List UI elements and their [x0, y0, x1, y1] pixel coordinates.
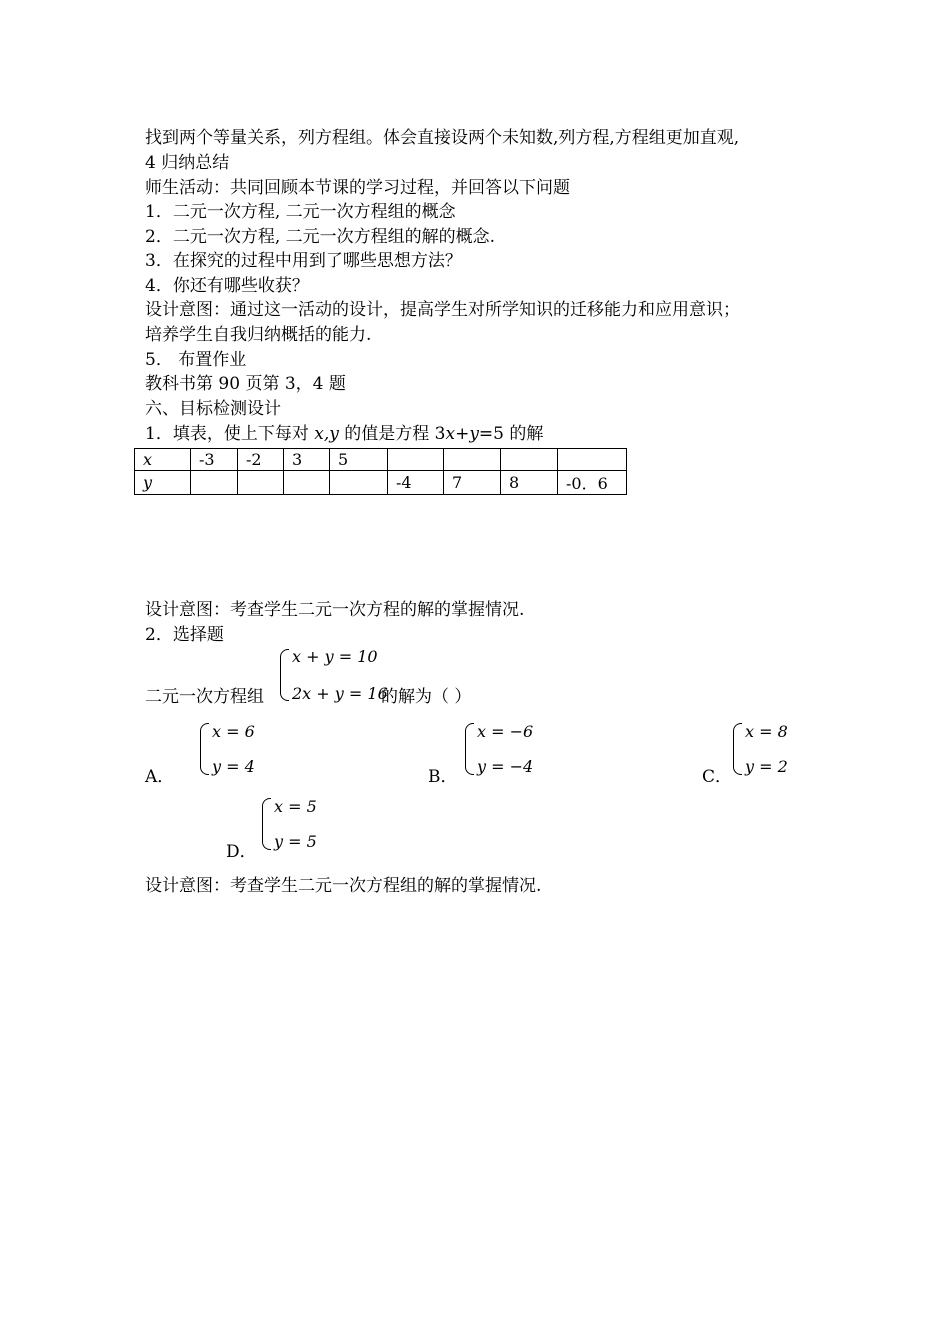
option-a-system: x = 6 y = 4: [200, 722, 255, 776]
table-cell: x: [135, 449, 191, 471]
fill-in-table: [134, 448, 627, 495]
list-item: 1．二元一次方程, 二元一次方程组的概念: [145, 202, 456, 222]
section-heading: 六、目标检测设计: [145, 399, 281, 419]
table-cell: [501, 449, 558, 471]
text-line: 培养学生自我归纳概括的能力.: [145, 325, 372, 345]
table-cell: [444, 449, 501, 471]
table-cell: -3: [191, 449, 238, 471]
list-item: 3．在探究的过程中用到了哪些思想方法？: [145, 251, 462, 271]
design-intent-1: 设计意图：考查学生二元一次方程的解的掌握情况.: [145, 600, 525, 620]
section-heading: 4 归纳总结: [145, 153, 230, 173]
brace-icon: [733, 723, 742, 775]
table-cell: 5: [330, 449, 388, 471]
equation-system: x + y = 10 2x + y = 16: [280, 647, 388, 703]
table-cell: 3: [284, 449, 330, 471]
option-c-label: C．: [702, 767, 733, 787]
table-cell: [388, 449, 444, 471]
option-b-label: B．: [428, 767, 458, 787]
brace-icon: [465, 723, 474, 775]
text-line: 师生活动：共同回顾本节课的学习过程，并回答以下问题: [145, 178, 570, 198]
table-cell: 7: [444, 471, 501, 495]
brace-icon: [262, 798, 271, 850]
list-item: 4．你还有哪些收获？: [145, 276, 309, 296]
table-cell: -4: [388, 471, 444, 495]
option-a-label: A．: [145, 767, 175, 787]
design-intent-2: 设计意图：考查学生二元一次方程组的解的掌握情况.: [145, 876, 542, 896]
table-row: [135, 471, 627, 495]
list-item: 2．二元一次方程, 二元一次方程组的解的概念.: [145, 227, 496, 247]
text-line: 教科书第 90 页第 3，4 题: [145, 374, 346, 394]
question-2-stem-prefix: 二元一次方程组: [145, 687, 264, 707]
brace-icon: [200, 723, 209, 775]
table-cell: 8: [501, 471, 558, 495]
table-cell: [191, 471, 238, 495]
brace-icon: [280, 649, 289, 701]
text-line: 设计意图：通过这一活动的设计，提高学生对所学知识的迁移能力和应用意识；: [145, 300, 740, 320]
table-cell: -2: [238, 449, 284, 471]
option-c-system: x = 8 y = 2: [733, 722, 788, 776]
question-1: 1．填表，使上下每对 x,y 的值是方程 3x+y=5 的解: [145, 424, 544, 444]
question-2-title: 2．选择题: [145, 625, 224, 645]
table-cell: [330, 471, 388, 495]
table-cell: -0．6: [558, 471, 627, 495]
option-d-label: D．: [226, 842, 257, 862]
option-b-system: x = −6 y = −4: [465, 722, 533, 776]
option-d-system: x = 5 y = 5: [262, 797, 317, 851]
table-cell: [558, 449, 627, 471]
table-cell: [284, 471, 330, 495]
table-row: [135, 449, 627, 471]
table-cell: [238, 471, 284, 495]
table-cell: y: [135, 471, 191, 495]
section-heading: 5． 布置作业: [145, 350, 247, 370]
question-2-stem-suffix: 的解为（ ）: [381, 687, 472, 707]
text-line: 找到两个等量关系，列方程组。体会直接设两个未知数,列方程,方程组更加直观,: [145, 128, 740, 148]
